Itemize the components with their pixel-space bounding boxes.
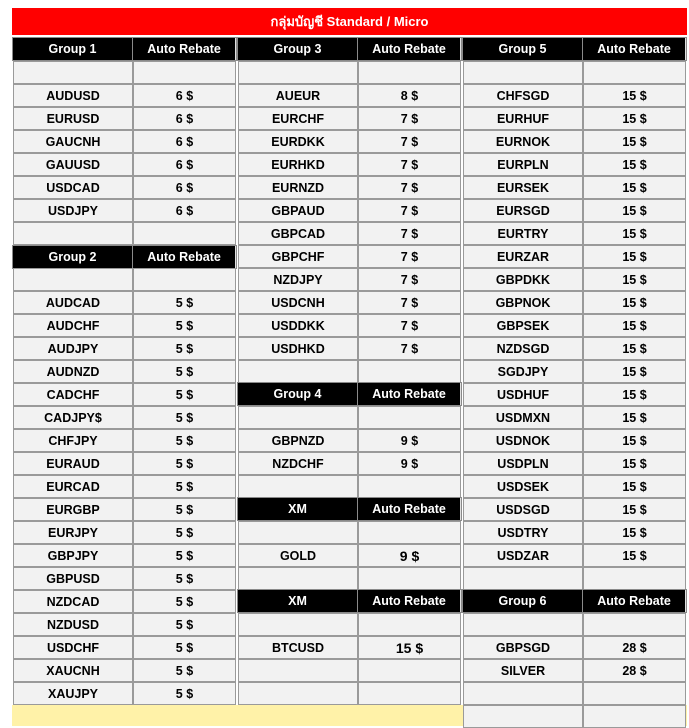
rebate-cell: 5 $: [133, 636, 236, 659]
symbol-cell: USDMXN: [463, 406, 583, 429]
symbol-cell: NZDJPY: [238, 268, 358, 291]
symbol-cell: SGDJPY: [463, 360, 583, 383]
rebate-cell: 15 $: [583, 314, 686, 337]
symbol-cell: EURPLN: [463, 153, 583, 176]
rebate-cell: 5 $: [133, 383, 236, 406]
xm2-header-name: XM: [238, 590, 358, 612]
empty-cell: [463, 567, 583, 590]
symbol-cell: GBPJPY: [13, 544, 133, 567]
empty-cell: [133, 61, 236, 84]
empty-cell: [358, 682, 461, 705]
symbol-cell: USDHKD: [238, 337, 358, 360]
symbol-cell: EURCHF: [238, 107, 358, 130]
empty-cell: [238, 659, 358, 682]
symbol-cell: GBPAUD: [238, 199, 358, 222]
symbol-cell: EURSGD: [463, 199, 583, 222]
rebate-cell: 9 $: [358, 429, 461, 452]
symbol-cell: NZDSGD: [463, 337, 583, 360]
symbol-cell: AUDJPY: [13, 337, 133, 360]
symbol-cell: AUDUSD: [13, 84, 133, 107]
rebate-cell: 7 $: [358, 268, 461, 291]
g3-header-rebate: Auto Rebate: [358, 38, 461, 60]
rebate-cell: 7 $: [358, 130, 461, 153]
empty-cell: [238, 360, 358, 383]
rebate-cell: 15 $: [583, 544, 686, 567]
symbol-cell: NZDCAD: [13, 590, 133, 613]
rebate-cell: 7 $: [358, 153, 461, 176]
rebate-cell: 6 $: [133, 84, 236, 107]
rebate-cell: 7 $: [358, 337, 461, 360]
rebate-cell: 6 $: [133, 130, 236, 153]
xm1-header-rebate: Auto Rebate: [358, 498, 461, 520]
rebate-cell: 15 $: [583, 176, 686, 199]
rebate-cell: 5 $: [133, 452, 236, 475]
rebate-cell: 15 $: [583, 475, 686, 498]
rebate-cell: 6 $: [133, 176, 236, 199]
g4-header-name: Group 4: [238, 383, 358, 405]
g5-header-name: Group 5: [463, 38, 583, 60]
symbol-cell: CADJPY$: [13, 406, 133, 429]
empty-cell: [238, 521, 358, 544]
symbol-cell: AUDCAD: [13, 291, 133, 314]
symbol-cell: EURDKK: [238, 130, 358, 153]
symbol-cell: EURZAR: [463, 245, 583, 268]
rebate-cell: 5 $: [133, 360, 236, 383]
rebate-cell: 8 $: [358, 84, 461, 107]
symbol-cell: EURNZD: [238, 176, 358, 199]
symbol-cell: NZDUSD: [13, 613, 133, 636]
empty-cell: [358, 613, 461, 636]
g5-header-rebate: Auto Rebate: [583, 38, 686, 60]
symbol-cell: EURNOK: [463, 130, 583, 153]
empty-cell: [463, 613, 583, 636]
symbol-cell: USDCNH: [238, 291, 358, 314]
rebate-cell: 15 $: [583, 521, 686, 544]
g1-header-name: Group 1: [13, 38, 133, 60]
empty-cell: [238, 475, 358, 498]
rebate-cell: 5 $: [133, 613, 236, 636]
g6-header-name: Group 6: [463, 590, 583, 612]
empty-cell: [238, 406, 358, 429]
rebate-cell: 15 $: [583, 429, 686, 452]
rebate-cell: 5 $: [133, 337, 236, 360]
symbol-cell: EURGBP: [13, 498, 133, 521]
symbol-cell: CADCHF: [13, 383, 133, 406]
empty-cell: [13, 268, 133, 291]
symbol-cell: AUDNZD: [13, 360, 133, 383]
symbol-cell: SILVER: [463, 659, 583, 682]
rebate-cell: 5 $: [133, 498, 236, 521]
symbol-cell: XAUJPY: [13, 682, 133, 705]
symbol-cell: USDSEK: [463, 475, 583, 498]
empty-cell: [358, 475, 461, 498]
rebate-cell: 6 $: [133, 107, 236, 130]
symbol-cell: GBPUSD: [13, 567, 133, 590]
rebate-cell: 6 $: [133, 153, 236, 176]
symbol-cell: AUDCHF: [13, 314, 133, 337]
rebate-cell: 15 $: [583, 498, 686, 521]
symbol-cell: USDDKK: [238, 314, 358, 337]
symbol-cell: USDHUF: [463, 383, 583, 406]
symbol-cell: EURUSD: [13, 107, 133, 130]
empty-cell: [358, 61, 461, 84]
rebate-cell: 7 $: [358, 245, 461, 268]
symbol-cell: USDZAR: [463, 544, 583, 567]
rebate-cell: 5 $: [133, 521, 236, 544]
symbol-cell: GAUCNH: [13, 130, 133, 153]
rebate-cell: 15 $: [583, 199, 686, 222]
g1-header-rebate: Auto Rebate: [133, 38, 236, 60]
xm2-header-rebate: Auto Rebate: [358, 590, 461, 612]
rebate-cell: 15 $: [583, 153, 686, 176]
empty-cell: [358, 406, 461, 429]
rebate-cell: 15 $: [583, 130, 686, 153]
symbol-cell: USDJPY: [13, 199, 133, 222]
symbol-cell: EURTRY: [463, 222, 583, 245]
empty-cell: [583, 567, 686, 590]
rebate-cell: 5 $: [133, 406, 236, 429]
rebate-cell: 7 $: [358, 222, 461, 245]
rebate-cell: 15 $: [583, 268, 686, 291]
symbol-cell: USDPLN: [463, 452, 583, 475]
empty-cell: [238, 682, 358, 705]
empty-cell: [358, 521, 461, 544]
symbol-cell: EURSEK: [463, 176, 583, 199]
g2-header-rebate: Auto Rebate: [133, 246, 236, 268]
symbol-cell: EURAUD: [13, 452, 133, 475]
xm1-header-name: XM: [238, 498, 358, 520]
table-title: กลุ่มบัญชี Standard / Micro: [12, 8, 687, 35]
rebate-cell: 7 $: [358, 291, 461, 314]
rebate-cell: 5 $: [133, 291, 236, 314]
empty-cell: [583, 682, 686, 705]
rebate-cell: 15 $: [583, 337, 686, 360]
symbol-cell: XAUCNH: [13, 659, 133, 682]
g6-header-rebate: Auto Rebate: [583, 590, 686, 612]
rebate-cell: 15 $: [583, 245, 686, 268]
g2-header-name: Group 2: [13, 246, 133, 268]
rebate-cell: 5 $: [133, 544, 236, 567]
rebate-cell: 5 $: [133, 590, 236, 613]
symbol-cell: CHFJPY: [13, 429, 133, 452]
empty-cell: [358, 567, 461, 590]
rebate-cell: 5 $: [133, 682, 236, 705]
empty-cell: [358, 659, 461, 682]
empty-cell: [13, 222, 133, 245]
symbol-cell: GBPSEK: [463, 314, 583, 337]
rebate-cell: 15 $: [583, 406, 686, 429]
symbol-cell: USDCAD: [13, 176, 133, 199]
symbol-cell: GOLD: [238, 544, 358, 567]
rebate-cell: 7 $: [358, 314, 461, 337]
rebate-cell: 15 $: [358, 636, 461, 659]
rebate-cell: 28 $: [583, 659, 686, 682]
rebate-cell: 7 $: [358, 107, 461, 130]
rebate-cell: 5 $: [133, 659, 236, 682]
empty-cell: [583, 613, 686, 636]
symbol-cell: AUEUR: [238, 84, 358, 107]
symbol-cell: USDSGD: [463, 498, 583, 521]
empty-cell: [238, 567, 358, 590]
empty-cell: [583, 61, 686, 84]
rebate-cell: 15 $: [583, 84, 686, 107]
symbol-cell: USDTRY: [463, 521, 583, 544]
rebate-cell: 5 $: [133, 567, 236, 590]
rebate-cell: 28 $: [583, 636, 686, 659]
symbol-cell: NZDCHF: [238, 452, 358, 475]
rebate-cell: 15 $: [583, 291, 686, 314]
empty-cell: [238, 613, 358, 636]
symbol-cell: EURHKD: [238, 153, 358, 176]
symbol-cell: GBPNZD: [238, 429, 358, 452]
symbol-cell: GBPCAD: [238, 222, 358, 245]
symbol-cell: GBPSGD: [463, 636, 583, 659]
empty-cell: [463, 705, 583, 728]
empty-cell: [358, 360, 461, 383]
symbol-cell: EURJPY: [13, 521, 133, 544]
symbol-cell: GBPNOK: [463, 291, 583, 314]
empty-cell: [583, 705, 686, 728]
symbol-cell: EURCAD: [13, 475, 133, 498]
symbol-cell: EURHUF: [463, 107, 583, 130]
symbol-cell: USDNOK: [463, 429, 583, 452]
rebate-cell: 15 $: [583, 222, 686, 245]
empty-cell: [133, 268, 236, 291]
g3-header-name: Group 3: [238, 38, 358, 60]
rebate-cell: 15 $: [583, 107, 686, 130]
rebate-cell: 5 $: [133, 314, 236, 337]
rebate-cell: 7 $: [358, 199, 461, 222]
symbol-cell: GBPCHF: [238, 245, 358, 268]
symbol-cell: BTCUSD: [238, 636, 358, 659]
rebate-cell: 7 $: [358, 176, 461, 199]
rebate-cell: 9 $: [358, 544, 461, 567]
symbol-cell: USDCHF: [13, 636, 133, 659]
rebate-cell: 5 $: [133, 429, 236, 452]
rebate-cell: 9 $: [358, 452, 461, 475]
rebate-cell: 15 $: [583, 383, 686, 406]
empty-cell: [463, 682, 583, 705]
rebate-cell: 15 $: [583, 360, 686, 383]
rebate-cell: 6 $: [133, 199, 236, 222]
empty-cell: [238, 61, 358, 84]
rebate-cell: 15 $: [583, 452, 686, 475]
empty-cell: [13, 61, 133, 84]
symbol-cell: GAUUSD: [13, 153, 133, 176]
g4-header-rebate: Auto Rebate: [358, 383, 461, 405]
symbol-cell: CHFSGD: [463, 84, 583, 107]
rebate-cell: 5 $: [133, 475, 236, 498]
empty-cell: [133, 222, 236, 245]
symbol-cell: GBPDKK: [463, 268, 583, 291]
empty-cell: [463, 61, 583, 84]
